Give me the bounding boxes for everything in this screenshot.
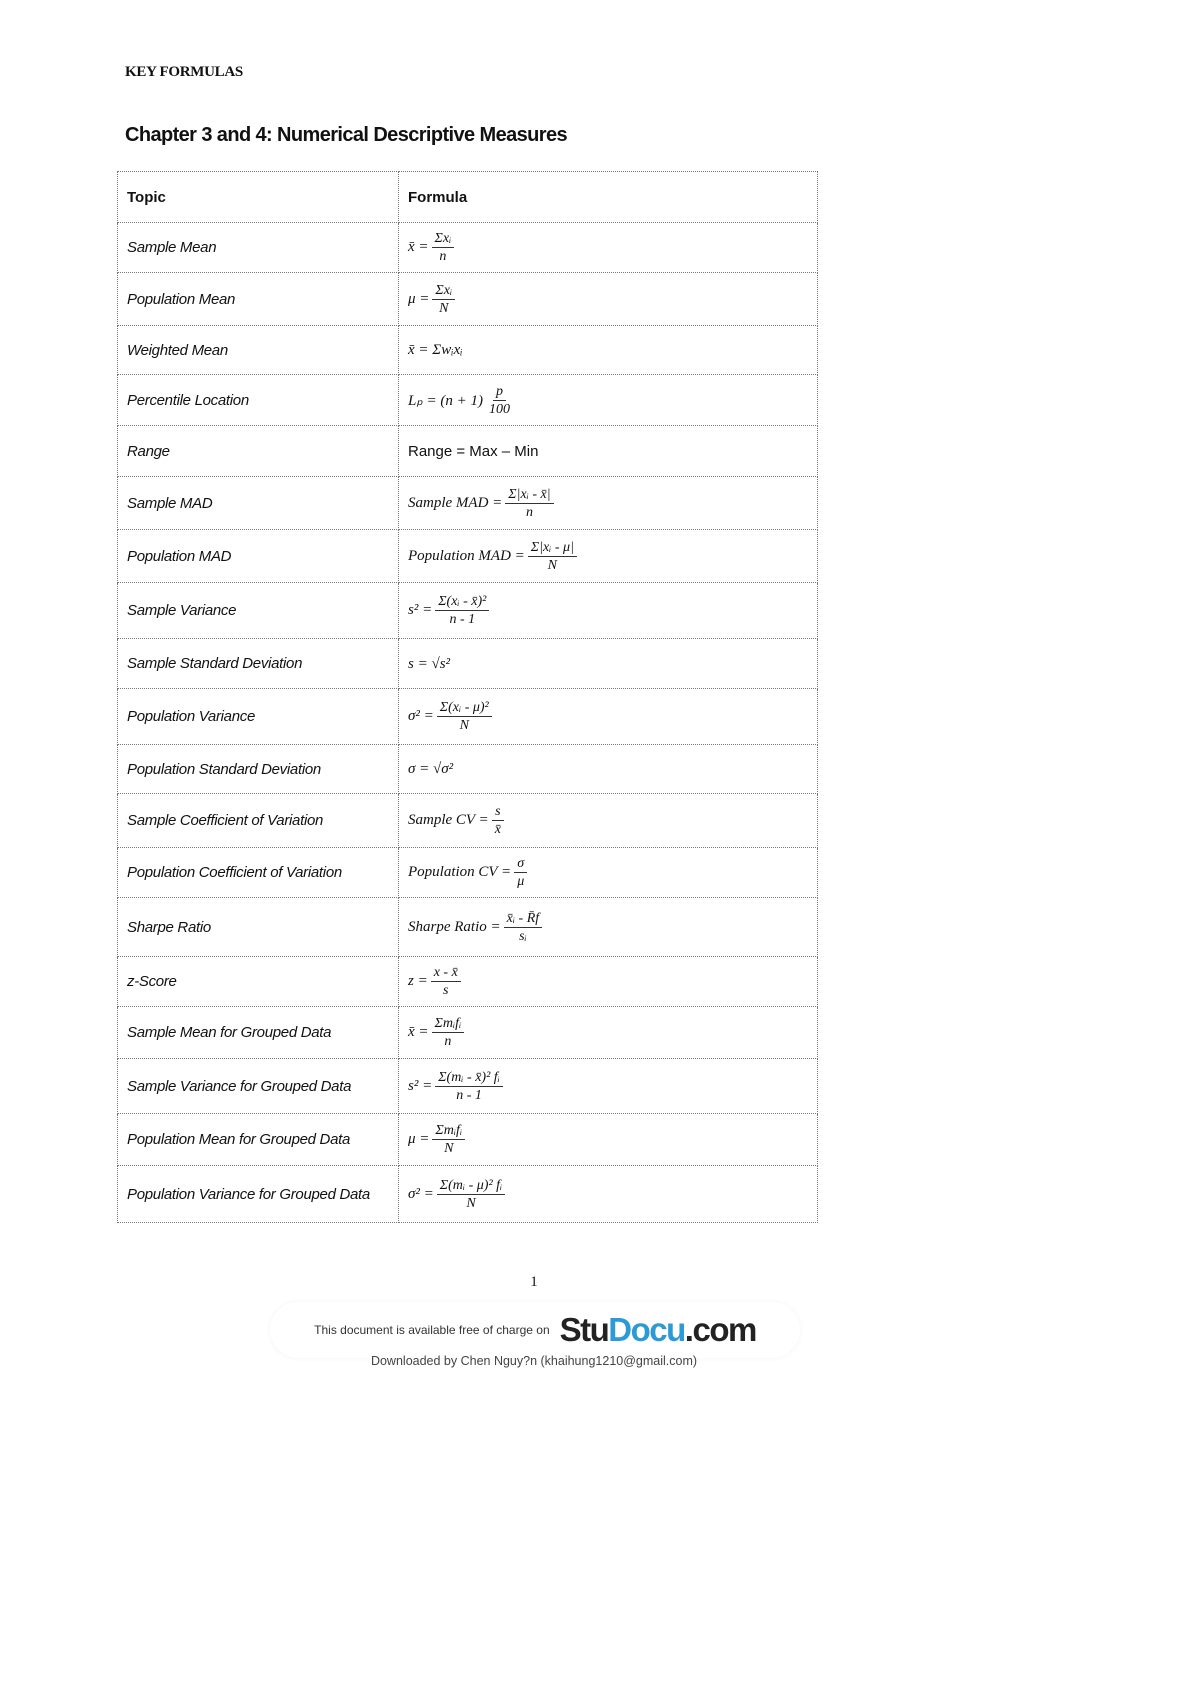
fraction	[432, 1015, 465, 1050]
formula	[408, 656, 450, 673]
formula	[408, 383, 513, 418]
denominator: n	[525, 504, 533, 520]
formula-cell	[399, 223, 818, 273]
formula-lhs: x̄ =	[408, 1024, 429, 1040]
topic-cell: Sample Variance	[118, 583, 399, 639]
formula	[408, 910, 542, 945]
logo-part-stu: Stu	[559, 1311, 609, 1348]
topic-cell: Sharpe Ratio	[118, 898, 399, 957]
formula-lhs: σ = √σ²	[408, 761, 454, 777]
formula-cell	[399, 530, 818, 583]
formula	[408, 539, 577, 574]
denominator: n - 1	[456, 1087, 482, 1103]
table-row	[118, 223, 818, 273]
table-row	[118, 426, 818, 477]
table-row	[118, 848, 818, 898]
numerator: Σ(xᵢ - x̄)²	[435, 593, 489, 611]
table-row	[118, 957, 818, 1007]
formula-lhs: μ =	[408, 1131, 430, 1147]
denominator: N	[466, 1195, 476, 1211]
formula-lhs: Sharpe Ratio =	[408, 918, 501, 935]
fraction	[504, 910, 543, 945]
formula-cell	[399, 689, 818, 745]
denominator: N	[439, 300, 449, 316]
formula-cell	[399, 583, 818, 639]
formula-cell	[399, 1059, 818, 1114]
fraction	[486, 383, 513, 418]
formula-cell	[399, 848, 818, 898]
formula	[408, 443, 538, 460]
topic-cell: Population Variance	[118, 689, 399, 745]
formula-lhs: x̄ =	[408, 239, 429, 255]
topic-cell: z-Score	[118, 957, 399, 1007]
table-row	[118, 898, 818, 957]
numerator: s	[492, 803, 503, 821]
formula-cell	[399, 375, 818, 426]
fraction	[437, 699, 492, 734]
formula-cell	[399, 477, 818, 530]
formula-lhs: Sample CV =	[408, 812, 489, 828]
downloaded-by-text: Downloaded by Chen Nguy?n (khaihung1210@gmail.com)	[370, 1354, 698, 1368]
table-row	[118, 689, 818, 745]
fraction	[432, 1122, 465, 1157]
formula-lhs: z =	[408, 973, 428, 989]
fraction	[435, 593, 489, 628]
formula-cell	[399, 639, 818, 689]
table-row	[118, 375, 818, 426]
formula	[408, 1069, 503, 1104]
formula-table	[117, 171, 818, 1223]
formula	[408, 593, 489, 628]
formula-cell	[399, 1166, 818, 1223]
formula-lhs: Range = Max – Min	[408, 442, 539, 460]
formula-lhs: σ² =	[408, 708, 434, 724]
table-header-row	[118, 172, 818, 223]
formula	[408, 230, 454, 265]
formula-cell	[399, 326, 818, 375]
denominator: n	[444, 1034, 452, 1049]
fraction	[437, 1177, 505, 1212]
denominator: N	[444, 1141, 454, 1156]
table-row	[118, 477, 818, 530]
topic-cell: Sample Mean for Grouped Data	[118, 1007, 399, 1059]
formula	[408, 803, 504, 838]
document-label: KEY FORMULAS	[125, 64, 243, 80]
formula-lhs: s = √s²	[408, 655, 451, 672]
topic-cell: Sample Variance for Grouped Data	[118, 1059, 399, 1114]
formula	[408, 486, 554, 521]
table-row	[118, 273, 818, 326]
denominator: sᵢ	[519, 928, 527, 944]
column-header-formula: Formula	[399, 172, 818, 223]
formula	[408, 1177, 505, 1212]
denominator: s	[443, 983, 449, 998]
numerator: σ	[514, 855, 527, 873]
table-row	[118, 745, 818, 794]
formula	[408, 1122, 465, 1157]
page-number: 1	[530, 1274, 538, 1290]
denominator: μ	[517, 874, 525, 889]
topic-cell: Percentile Location	[118, 375, 399, 426]
numerator: Σmᵢfᵢ	[432, 1015, 465, 1033]
numerator: Σ|xᵢ - x̄|	[505, 486, 553, 504]
topic-cell: Range	[118, 426, 399, 477]
formula-lhs: s² =	[408, 602, 433, 618]
formula-lhs: Sample MAD =	[408, 494, 503, 511]
logo-part-docu: Docu	[608, 1311, 685, 1348]
table-row	[118, 1059, 818, 1114]
numerator: Σxᵢ	[432, 230, 455, 248]
topic-cell: Sample Mean	[118, 223, 399, 273]
table-row	[118, 583, 818, 639]
fraction	[432, 282, 455, 317]
numerator: Σ(mᵢ - μ)² fᵢ	[437, 1177, 505, 1195]
formula	[408, 855, 527, 890]
topic-cell: Population Mean for Grouped Data	[118, 1114, 399, 1166]
formula-lhs: Population MAD =	[408, 547, 525, 564]
table-row	[118, 1007, 818, 1059]
formula-cell	[399, 273, 818, 326]
studocu-banner[interactable]	[270, 1302, 800, 1358]
numerator: Σ(mᵢ - x̄)² fᵢ	[435, 1069, 503, 1087]
studocu-logo[interactable]	[560, 1311, 756, 1349]
formula-lhs: x̄ = Σwᵢxᵢ	[408, 342, 463, 358]
denominator: n	[439, 249, 447, 264]
topic-cell: Population Mean	[118, 273, 399, 326]
denominator: n - 1	[449, 612, 476, 627]
numerator: p	[493, 383, 506, 401]
numerator: Σmᵢfᵢ	[432, 1122, 465, 1140]
formula-cell	[399, 794, 818, 848]
formula	[408, 282, 455, 317]
fraction	[528, 539, 577, 574]
denominator: N	[547, 557, 558, 573]
formula-cell	[399, 1114, 818, 1166]
formula-lhs: Lₚ = (n + 1)	[408, 392, 483, 409]
formula-cell	[399, 426, 818, 477]
availability-text: This document is available free of charge on	[314, 1323, 550, 1337]
topic-cell: Population Variance for Grouped Data	[118, 1166, 399, 1223]
topic-cell: Population Coefficient of Variation	[118, 848, 399, 898]
numerator: Σxᵢ	[432, 282, 455, 300]
formula	[408, 699, 492, 734]
formula-lhs: σ² =	[408, 1185, 434, 1202]
fraction	[492, 803, 504, 838]
formula-cell	[399, 745, 818, 794]
formula-cell	[399, 957, 818, 1007]
topic-cell: Sample Standard Deviation	[118, 639, 399, 689]
denominator: N	[459, 718, 469, 733]
formula-lhs: Population CV =	[408, 864, 512, 880]
fraction	[514, 855, 527, 890]
formula-lhs: s² =	[408, 1077, 433, 1094]
topic-cell: Population Standard Deviation	[118, 745, 399, 794]
formula	[408, 964, 461, 999]
column-header-topic: Topic	[118, 172, 399, 223]
logo-part-com: .com	[684, 1311, 756, 1348]
chapter-title: Chapter 3 and 4: Numerical Descriptive Measures	[125, 124, 567, 146]
table-row	[118, 326, 818, 375]
table-row	[118, 1114, 818, 1166]
formula	[408, 1015, 464, 1050]
topic-cell: Sample Coefficient of Variation	[118, 794, 399, 848]
numerator: Σ|xᵢ - μ|	[528, 539, 577, 557]
numerator: x̄ᵢ - R̄f	[504, 910, 543, 928]
fraction	[432, 230, 455, 265]
topic-cell: Population MAD	[118, 530, 399, 583]
fraction	[431, 964, 461, 999]
topic-cell: Sample MAD	[118, 477, 399, 530]
fraction	[435, 1069, 503, 1104]
numerator: x - x̄	[431, 964, 461, 982]
formula-cell	[399, 898, 818, 957]
numerator: Σ(xᵢ - μ)²	[437, 699, 492, 717]
table-row	[118, 794, 818, 848]
formula	[408, 761, 453, 778]
fraction	[505, 486, 553, 521]
table-row	[118, 530, 818, 583]
denominator: x̄	[494, 822, 501, 837]
formula-cell	[399, 1007, 818, 1059]
topic-cell: Weighted Mean	[118, 326, 399, 375]
formula	[408, 342, 463, 359]
table-row	[118, 639, 818, 689]
formula-lhs: μ =	[408, 290, 430, 307]
table-row	[118, 1166, 818, 1223]
denominator: 100	[489, 401, 510, 417]
